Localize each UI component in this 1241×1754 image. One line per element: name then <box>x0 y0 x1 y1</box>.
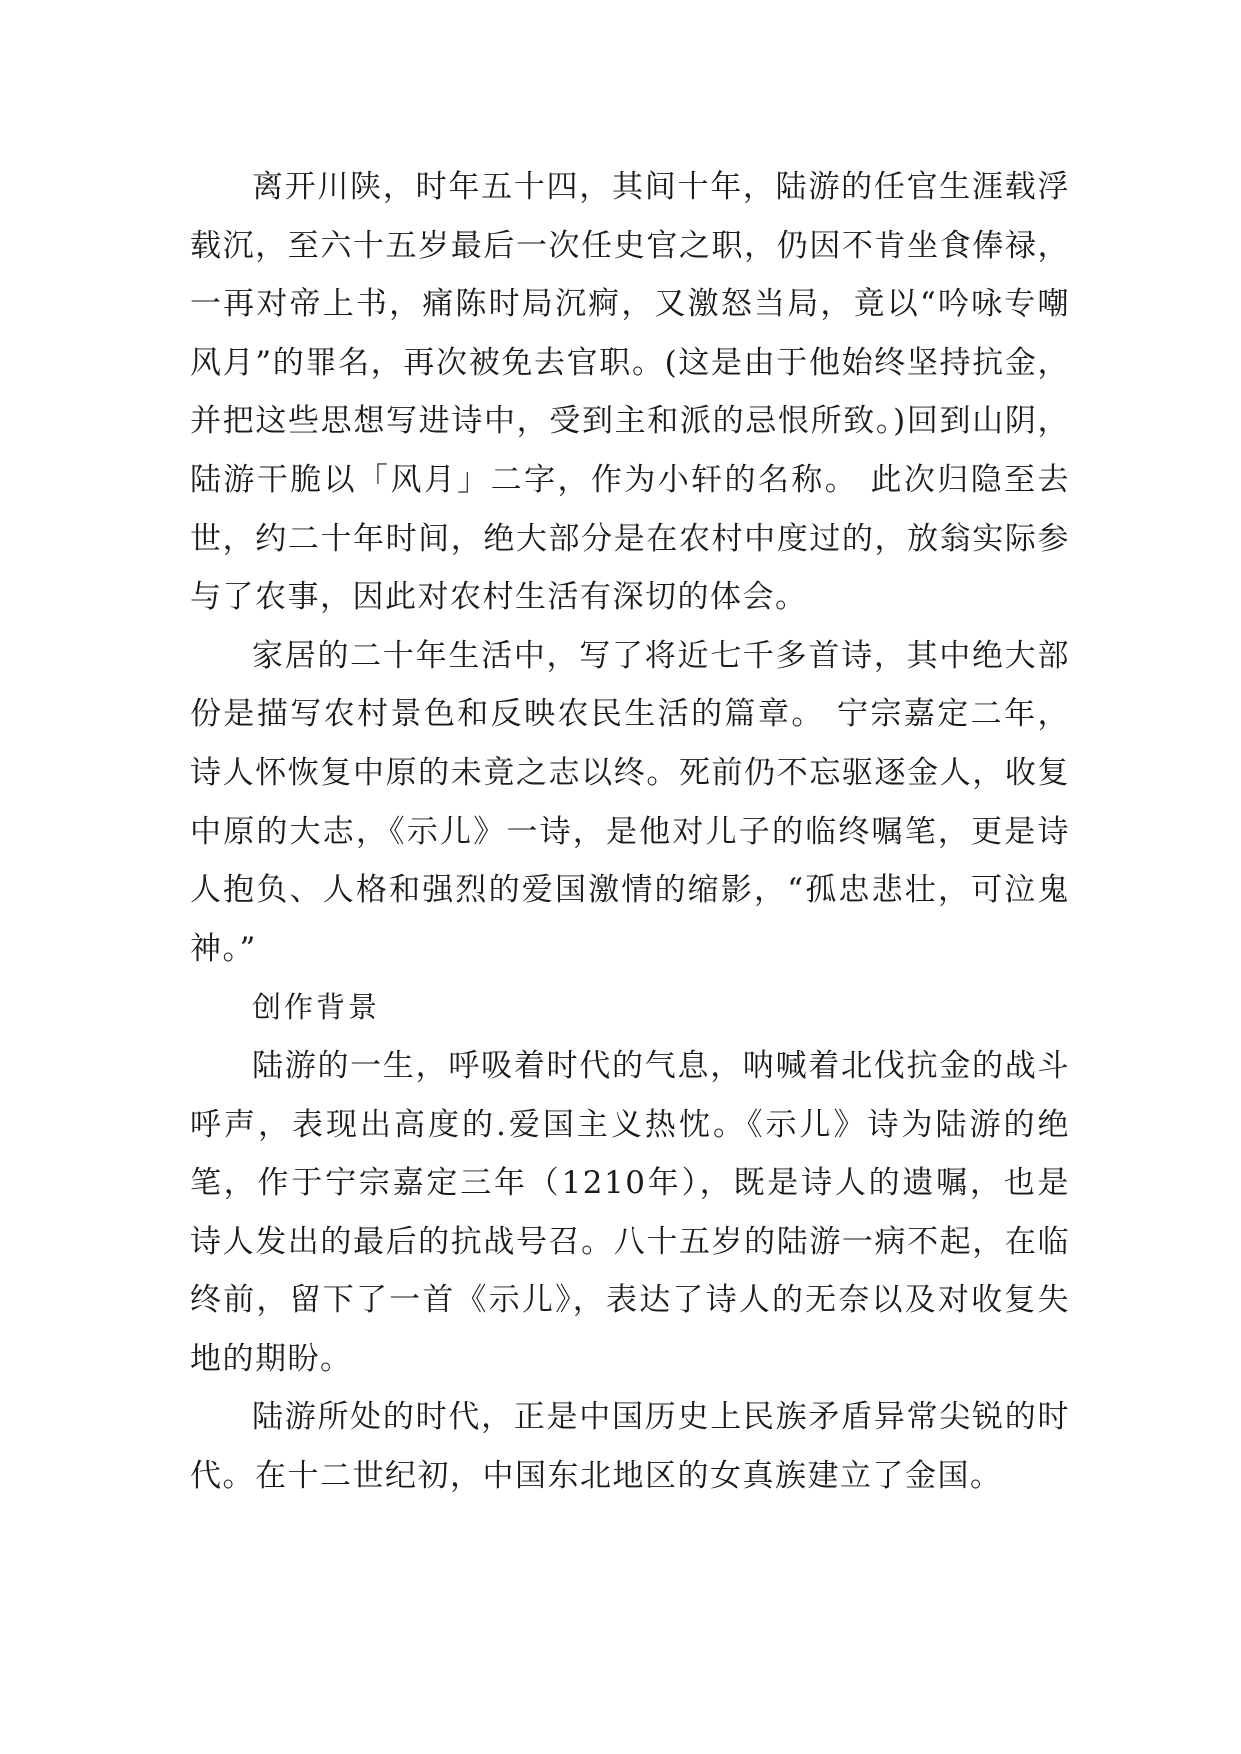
paragraph-2: 家居的二十年生活中，写了将近七千多首诗，其中绝大部份是描写农村景色和反映农民生活的篇章。 宁宗嘉定二年，诗人怀恢复中原的未竟之志以终。死前仍不忘驱逐金人，收复中原的大志，《示儿》一诗，是他对儿子的临终嘱笔，更是诗人抱负、人格和强烈的爱国激情的缩影，“孤忠悲壮，可泣鬼神。” <box>190 637 1070 967</box>
section-heading: 创作背景 <box>252 990 381 1025</box>
paragraph-1: 离开川陕，时年五十四，其间十年，陆游的任官生涯载浮载沉，至六十五岁最后一次任史官之职，仍因不肯坐食俸禄，一再对帝上书，痛陈时局沉痾，又激怒当局，竟以“吟咏专嘲风月”的罪名，再次被免去官职。(这是由于他始终坚持抗金，并把这些思想写进诗中，受到主和派的忌恨所致。)回到山阴，陆游干脆以「风月」二字，作为小轩的名称。 此次归隐至去世，约二十年时间，绝大部分是在农村中度过的，放翁实际参与了农事，因此对农村生活有深切的体会。 <box>190 169 1070 616</box>
document-body <box>190 158 1070 1506</box>
paragraph-3: 陆游的一生，呼吸着时代的气息，呐喊着北伐抗金的战斗呼声，表现出高度的.爱国主义热忱。《示儿》诗为陆游的绝笔，作于宁宗嘉定三年（1210年），既是诗人的遗嘱，也是诗人发出的最后的抗战号召。八十五岁的陆游一病不起，在临终前，留下了一首《示儿》，表达了诗人的无奈以及对收复失地的期盼。 <box>190 1047 1070 1377</box>
paragraph-4: 陆游所处的时代，正是中国历史上民族矛盾异常尖锐的时代。在十二世纪初，中国东北地区的女真族建立了金国。 <box>190 1399 1070 1495</box>
